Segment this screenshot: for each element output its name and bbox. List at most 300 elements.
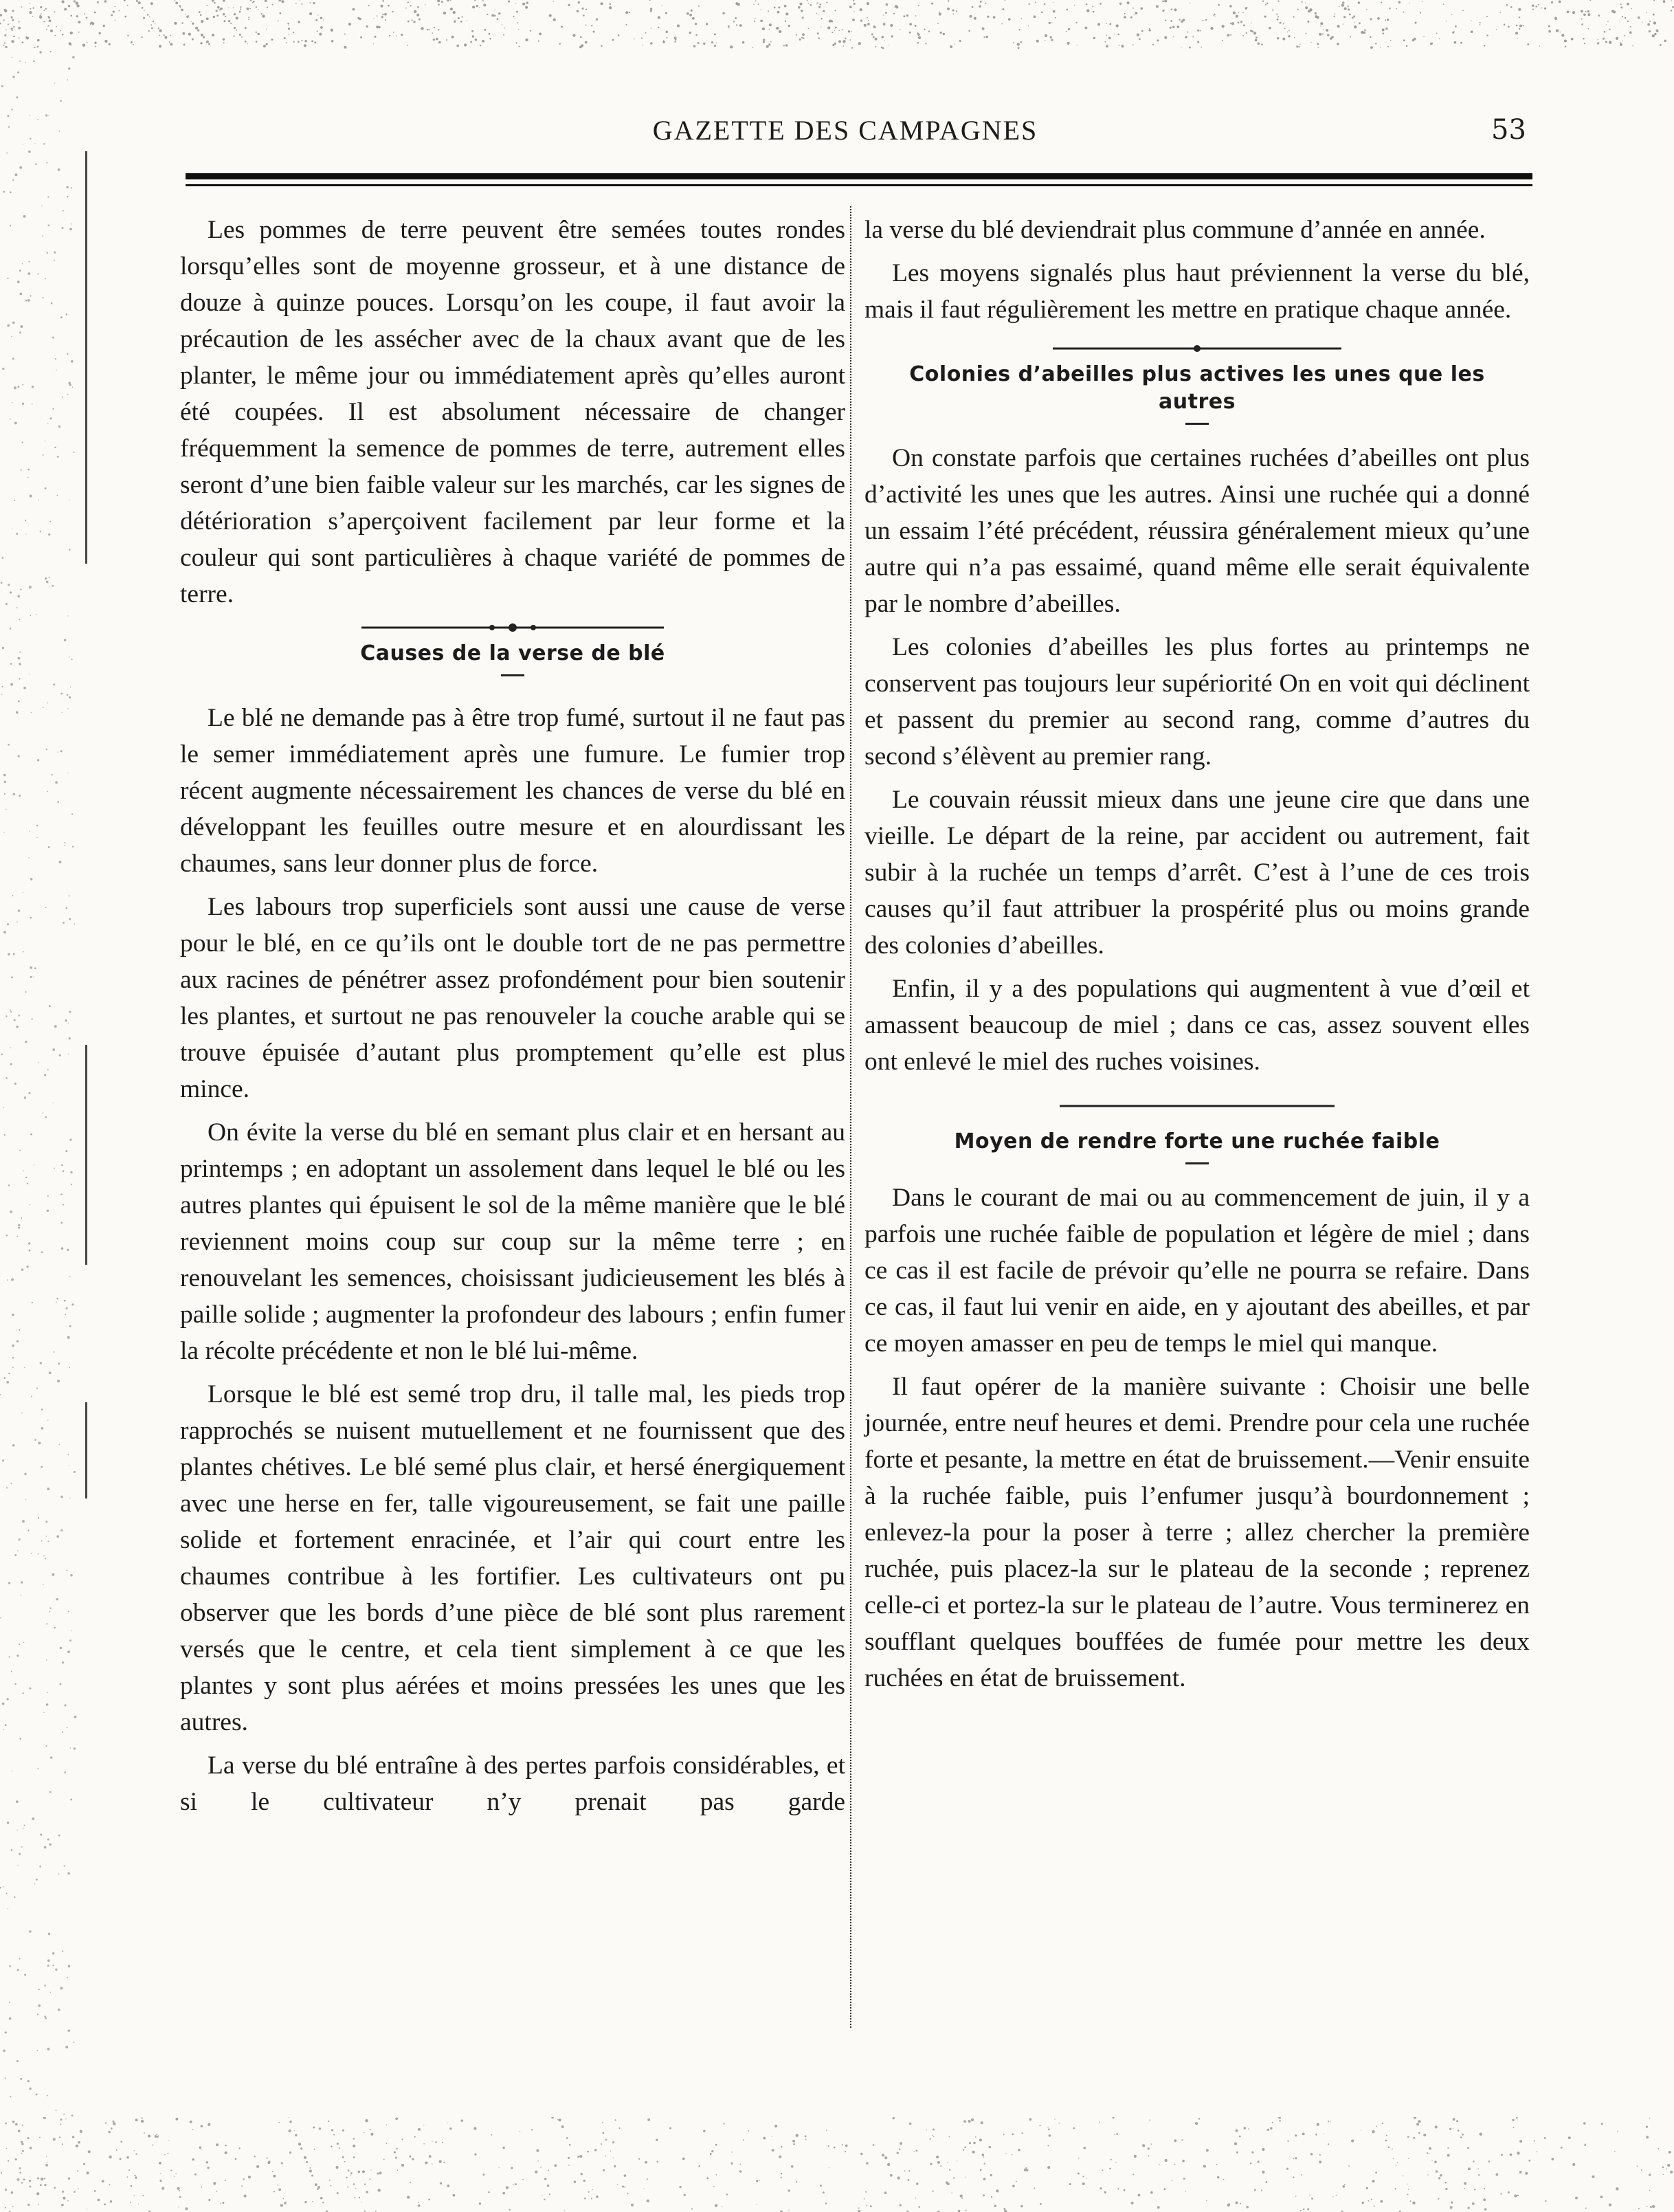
scan-speck <box>212 0 214 2</box>
scan-speck <box>645 32 647 34</box>
scan-speck <box>823 10 825 12</box>
scan-speck <box>1416 2123 1419 2125</box>
scan-speck <box>1652 34 1655 37</box>
scan-speck <box>540 2167 541 2168</box>
scan-speck <box>278 2185 279 2186</box>
scan-speck <box>68 1454 69 1455</box>
scan-speck <box>1358 1 1361 4</box>
scan-speck <box>1296 45 1298 47</box>
scan-speck <box>474 2154 476 2156</box>
scan-speck <box>37 119 38 120</box>
scan-speck <box>768 43 770 45</box>
scan-speck <box>18 1227 20 1229</box>
scan-speck <box>1029 2118 1032 2121</box>
scan-speck <box>728 25 730 27</box>
scan-speck <box>366 25 368 27</box>
scan-speck <box>924 29 925 30</box>
scan-speck <box>19 1329 20 1331</box>
scan-speck <box>442 2142 443 2143</box>
scan-speck <box>950 45 952 48</box>
scan-speck <box>985 3 986 4</box>
scan-speck <box>423 2143 425 2145</box>
scan-speck <box>47 1420 48 1421</box>
scan-speck <box>64 842 65 843</box>
scan-speck <box>344 46 347 49</box>
scan-speck <box>1262 1 1264 2</box>
scan-speck <box>223 20 225 22</box>
scan-speck <box>1025 2167 1027 2169</box>
scan-speck <box>72 56 75 58</box>
scan-speck <box>518 45 520 47</box>
scan-speck <box>758 3 759 5</box>
scan-speck <box>1359 22 1361 24</box>
scan-speck <box>311 40 313 42</box>
scan-speck <box>1041 11 1043 13</box>
scan-speck <box>214 2 216 4</box>
scan-speck <box>56 1598 58 1600</box>
scan-speck <box>689 14 692 16</box>
scan-speck <box>22 2150 24 2152</box>
scan-speck <box>588 2191 590 2193</box>
scan-speck <box>238 2147 240 2149</box>
scan-speck <box>736 24 737 25</box>
scan-speck <box>29 1250 31 1252</box>
scan-speck <box>951 2193 952 2194</box>
scan-speck <box>1206 2149 1209 2152</box>
scan-speck <box>280 2204 283 2207</box>
scan-speck <box>1551 1 1553 3</box>
scan-speck <box>791 2165 794 2168</box>
scan-speck <box>130 2185 132 2187</box>
scan-speck <box>380 5 383 8</box>
scan-speck <box>475 38 477 41</box>
scan-speck <box>401 2164 404 2167</box>
scan-speck <box>40 1834 42 1836</box>
scan-speck <box>395 2117 398 2120</box>
scan-speck <box>1255 39 1258 42</box>
scan-speck <box>1109 23 1111 25</box>
scan-speck <box>1366 2187 1368 2189</box>
scan-speck <box>613 2157 614 2158</box>
scan-speck <box>873 2144 875 2146</box>
scan-speck <box>1159 2164 1160 2165</box>
scan-speck <box>386 2143 388 2144</box>
scan-speck <box>16 607 18 608</box>
scan-speck <box>74 923 75 925</box>
scan-speck <box>605 2156 606 2157</box>
scan-speck <box>645 2161 647 2164</box>
scan-speck <box>300 2147 302 2149</box>
scan-speck <box>6 153 8 154</box>
scan-speck <box>364 2132 365 2134</box>
scan-speck <box>314 41 316 43</box>
scan-speck <box>3 774 6 777</box>
scan-speck <box>802 33 805 36</box>
scan-speck <box>1604 31 1606 33</box>
scan-speck <box>410 2182 411 2183</box>
scan-speck <box>1162 1 1164 3</box>
scan-speck <box>1230 23 1231 24</box>
scan-speck <box>1333 16 1335 17</box>
scan-speck <box>43 707 44 708</box>
scan-speck <box>1348 5 1349 7</box>
scan-speck <box>370 2129 371 2130</box>
scan-speck <box>8 1373 10 1374</box>
scan-speck <box>1251 23 1252 24</box>
article-paragraph: La verse du blé entraîne à des pertes parfois considérables, et si le cultivateur n’y prenait pas garde <box>180 1751 845 1816</box>
scan-speck <box>783 45 785 46</box>
scan-speck <box>1341 4 1344 7</box>
scan-speck <box>309 2167 311 2169</box>
scan-speck <box>337 2143 339 2145</box>
scan-speck <box>51 302 53 305</box>
scan-speck <box>1500 2193 1502 2195</box>
scan-speck <box>1588 28 1589 30</box>
scan-speck <box>860 8 862 11</box>
scan-speck <box>304 2156 306 2159</box>
scan-speck <box>974 17 976 20</box>
scan-speck <box>1267 2129 1269 2131</box>
scan-speck <box>947 8 950 10</box>
scan-speck <box>1172 2180 1173 2181</box>
scan-speck <box>990 2174 992 2176</box>
scan-speck <box>1256 36 1258 38</box>
scan-speck <box>1363 32 1365 34</box>
scan-speck <box>561 2125 564 2128</box>
scan-speck <box>649 0 651 1</box>
scan-speck <box>377 15 378 16</box>
scan-speck <box>68 1965 71 1968</box>
scan-speck <box>313 2 315 4</box>
article-paragraph: Dans le courant de mai ou au commencement de juin, il y a parfois une ruchée faible de population et légère de miel ; dans ce cas il est facile de prévoir qu’elle ne pourra se refaire. Dans ce cas, il faut lui venir en aide, en y ajoutant des abeilles, et par ce moyen amasser en peu de temps le miel qui manque. <box>864 1184 1530 1358</box>
scan-speck <box>693 45 696 48</box>
scan-speck <box>309 2 311 3</box>
article-paragraph: Il faut opérer de la manière suivante : Choisir une belle journée, entre neuf heures et demi. Prendre pour cela une ruchée forte et pesante, la mettre en état de bruissement.—Venir ensuite à la ruchée faible, puis l’enfumer jusqu’à bourdonnement ; enlevez-la pour la poser à terre ; allez chercher la première ruchée, puis placez-la sur le plateau de la seconde ; reprenez celle-ci et portez-la sur le plateau de l’autre. Vous terminerez en soufflant quelques bouffées de fumée pour mettre les deux ruchées en état de bruissement. <box>864 1373 1530 1692</box>
scan-speck <box>29 2088 31 2090</box>
scan-speck <box>1132 2174 1134 2175</box>
scan-speck <box>715 2144 717 2146</box>
scan-speck <box>52 337 54 339</box>
scan-speck <box>28 1242 30 1244</box>
scan-speck <box>433 38 435 41</box>
scan-speck <box>509 2209 511 2211</box>
scan-speck <box>314 2149 315 2150</box>
scan-speck <box>69 918 71 920</box>
scan-speck <box>248 16 249 18</box>
scan-speck <box>10 1009 11 1010</box>
scan-speck <box>577 2156 579 2158</box>
scan-speck <box>74 452 75 453</box>
scan-speck <box>557 2119 559 2121</box>
scan-speck <box>31 1395 32 1397</box>
section-title-colonies: Colonies d’abeilles plus actives les unes que les autres <box>909 362 1485 414</box>
scan-speck <box>1381 2 1382 3</box>
scan-speck <box>769 23 772 26</box>
scan-speck <box>6 2148 8 2149</box>
scan-speck <box>963 2120 966 2123</box>
scan-speck <box>1385 19 1386 21</box>
scan-speck <box>21 1413 23 1414</box>
scan-speck <box>27 469 30 471</box>
scan-speck <box>216 10 218 12</box>
scan-speck <box>601 45 602 47</box>
scan-speck <box>3 931 6 933</box>
scan-speck <box>63 210 64 212</box>
scan-speck <box>55 358 56 360</box>
scan-speck <box>266 43 268 45</box>
scan-speck <box>164 34 165 36</box>
scan-speck <box>698 42 700 44</box>
scan-speck <box>67 1336 70 1339</box>
scan-speck <box>954 43 955 44</box>
scan-speck <box>55 1969 57 1971</box>
scan-speck <box>1510 2154 1513 2156</box>
scan-speck <box>192 2158 194 2161</box>
scan-speck <box>429 30 430 31</box>
scan-speck <box>825 2202 827 2204</box>
scan-speck <box>1201 47 1202 48</box>
scan-speck <box>792 2140 795 2143</box>
scan-speck <box>614 2119 616 2121</box>
scan-speck <box>135 2119 138 2121</box>
scan-speck <box>39 1866 41 1868</box>
scan-speck <box>18 909 20 911</box>
scan-speck <box>359 2197 360 2198</box>
scan-speck <box>915 25 917 27</box>
scan-speck <box>559 43 560 45</box>
scan-speck <box>796 2134 799 2137</box>
scan-speck <box>1152 44 1154 45</box>
scan-speck <box>68 382 70 384</box>
scan-speck <box>1265 4 1266 5</box>
scan-speck <box>1342 2185 1345 2188</box>
scan-speck <box>1192 36 1194 38</box>
scan-speck <box>60 1529 63 1531</box>
scan-speck <box>1130 16 1132 19</box>
scan-speck <box>69 895 70 896</box>
scan-speck <box>585 25 587 26</box>
scan-speck <box>65 313 67 316</box>
scan-speck <box>1185 36 1187 38</box>
scan-speck <box>810 4 812 6</box>
scan-speck <box>1236 2130 1238 2132</box>
scan-speck <box>919 2206 921 2208</box>
scan-speck <box>3 191 5 193</box>
scan-speck <box>788 2210 789 2211</box>
scan-speck <box>838 30 840 31</box>
scan-speck <box>993 16 996 19</box>
scan-speck <box>914 2151 915 2152</box>
scan-speck <box>413 21 415 23</box>
scan-speck <box>918 36 921 39</box>
section-title-ruchee: Moyen de rendre forte une ruchée faible <box>954 1129 1440 1153</box>
scan-speck <box>1587 13 1590 16</box>
scan-speck <box>49 1611 50 1613</box>
scan-speck <box>991 2196 992 2198</box>
scan-speck <box>774 2125 777 2127</box>
scan-speck <box>1366 9 1367 10</box>
scan-speck <box>816 13 817 14</box>
scan-speck <box>605 2139 607 2141</box>
scan-speck <box>1385 27 1387 30</box>
scan-speck <box>853 0 854 1</box>
scan-speck <box>408 1 409 3</box>
scan-speck <box>274 2191 275 2192</box>
scan-speck <box>164 2154 165 2155</box>
scan-speck <box>199 11 201 13</box>
scan-speck <box>1352 17 1354 19</box>
scan-speck <box>684 2194 686 2196</box>
scan-speck <box>1251 2152 1253 2154</box>
scan-speck <box>549 14 552 17</box>
scan-speck <box>141 2117 142 2119</box>
scan-speck <box>897 2176 900 2179</box>
scan-speck <box>1240 2203 1241 2204</box>
scan-speck <box>70 1747 71 1749</box>
scan-speck <box>397 2170 398 2171</box>
scan-speck <box>436 38 438 41</box>
scan-speck <box>768 10 769 12</box>
scan-speck <box>766 45 769 48</box>
scan-speck <box>370 2169 371 2170</box>
scan-speck <box>1316 16 1319 19</box>
scan-speck <box>201 34 203 36</box>
scan-speck <box>223 13 225 15</box>
scan-speck <box>1164 0 1167 3</box>
scan-speck <box>1649 2118 1651 2119</box>
scan-speck <box>1016 2181 1017 2182</box>
scan-speck <box>225 16 226 17</box>
scan-speck <box>832 32 833 33</box>
scan-speck <box>192 38 194 41</box>
scan-speck <box>216 2191 218 2192</box>
scan-speck <box>1620 43 1621 44</box>
scan-speck <box>148 30 150 32</box>
scan-speck <box>175 2118 178 2121</box>
scan-speck <box>722 12 724 14</box>
scan-speck <box>1295 2157 1297 2159</box>
scan-speck <box>1409 2 1410 3</box>
scan-speck <box>1412 2202 1415 2204</box>
scan-speck <box>1362 2202 1364 2204</box>
scan-speck <box>1409 2200 1411 2202</box>
scan-speck <box>8 584 10 586</box>
scan-speck <box>842 45 844 47</box>
scan-speck <box>333 2134 335 2135</box>
scan-speck <box>1609 41 1611 44</box>
scan-speck <box>3 1886 4 1887</box>
scan-speck <box>225 2180 226 2181</box>
scan-speck <box>261 13 263 14</box>
scan-speck <box>952 14 954 15</box>
scan-speck <box>47 2048 49 2050</box>
scan-speck <box>17 71 19 74</box>
scan-speck <box>395 2157 397 2159</box>
scan-speck <box>342 2130 344 2132</box>
scan-speck <box>45 1116 47 1118</box>
scan-speck <box>965 2177 966 2178</box>
scan-speck <box>1234 2143 1237 2145</box>
scan-speck <box>179 2190 180 2191</box>
scan-speck <box>1418 2120 1420 2123</box>
scan-speck <box>17 1865 18 1866</box>
scan-speck <box>748 2130 750 2132</box>
scan-speck <box>1535 5 1537 8</box>
scan-speck <box>30 615 32 617</box>
scan-speck <box>289 2121 292 2123</box>
scan-speck <box>1653 0 1655 1</box>
scan-speck <box>1327 34 1330 36</box>
scan-speck <box>733 21 735 22</box>
scan-speck <box>25 1177 27 1178</box>
scan-speck <box>17 1969 19 1971</box>
scan-speck <box>1108 37 1111 40</box>
scan-speck <box>52 1952 55 1955</box>
scan-speck <box>1451 2202 1453 2204</box>
scan-speck <box>38 499 40 500</box>
scan-speck <box>114 20 115 21</box>
scan-speck <box>1434 2160 1437 2163</box>
scan-speck <box>547 2185 549 2187</box>
scan-speck <box>1518 8 1521 11</box>
scan-speck <box>49 577 50 578</box>
scan-speck <box>1462 2134 1464 2136</box>
scan-speck <box>1609 2204 1611 2207</box>
scan-speck <box>47 252 48 254</box>
scan-speck <box>60 2119 62 2121</box>
scan-speck <box>1649 2174 1651 2176</box>
scan-speck <box>29 586 32 588</box>
scan-speck <box>153 21 154 22</box>
scan-speck <box>329 2180 331 2181</box>
scan-speck <box>1427 2152 1428 2154</box>
scan-speck <box>1508 25 1510 27</box>
scan-speck <box>518 29 519 30</box>
scan-speck <box>763 2137 766 2140</box>
scan-speck <box>1119 45 1120 46</box>
scan-speck <box>1124 16 1126 19</box>
scan-speck <box>438 3 440 5</box>
scan-speck <box>554 2165 557 2167</box>
scan-speck <box>517 22 518 23</box>
scan-speck <box>234 27 236 29</box>
scan-speck <box>1127 1 1130 4</box>
scan-speck <box>74 1471 76 1473</box>
scan-speck <box>34 967 36 969</box>
scan-speck <box>179 5 181 7</box>
scan-speck <box>409 2156 411 2158</box>
scan-speck <box>1233 12 1236 14</box>
scan-speck <box>34 1439 36 1441</box>
scan-speck <box>4 1134 5 1136</box>
scan-speck <box>952 10 955 12</box>
scan-speck <box>827 26 830 29</box>
scan-speck <box>14 386 16 389</box>
scan-speck <box>3 1729 5 1730</box>
scan-speck <box>249 8 251 10</box>
scan-speck <box>969 2142 971 2144</box>
scan-speck <box>502 2192 505 2195</box>
scan-speck <box>376 25 379 28</box>
scan-speck <box>38 2004 41 2007</box>
scan-speck <box>1099 2121 1100 2123</box>
scan-speck <box>34 1883 35 1884</box>
scan-speck <box>109 2184 111 2185</box>
scan-speck <box>1 1054 3 1056</box>
scan-speck <box>272 4 274 5</box>
scan-speck <box>304 40 306 42</box>
scan-speck <box>5 1077 8 1079</box>
